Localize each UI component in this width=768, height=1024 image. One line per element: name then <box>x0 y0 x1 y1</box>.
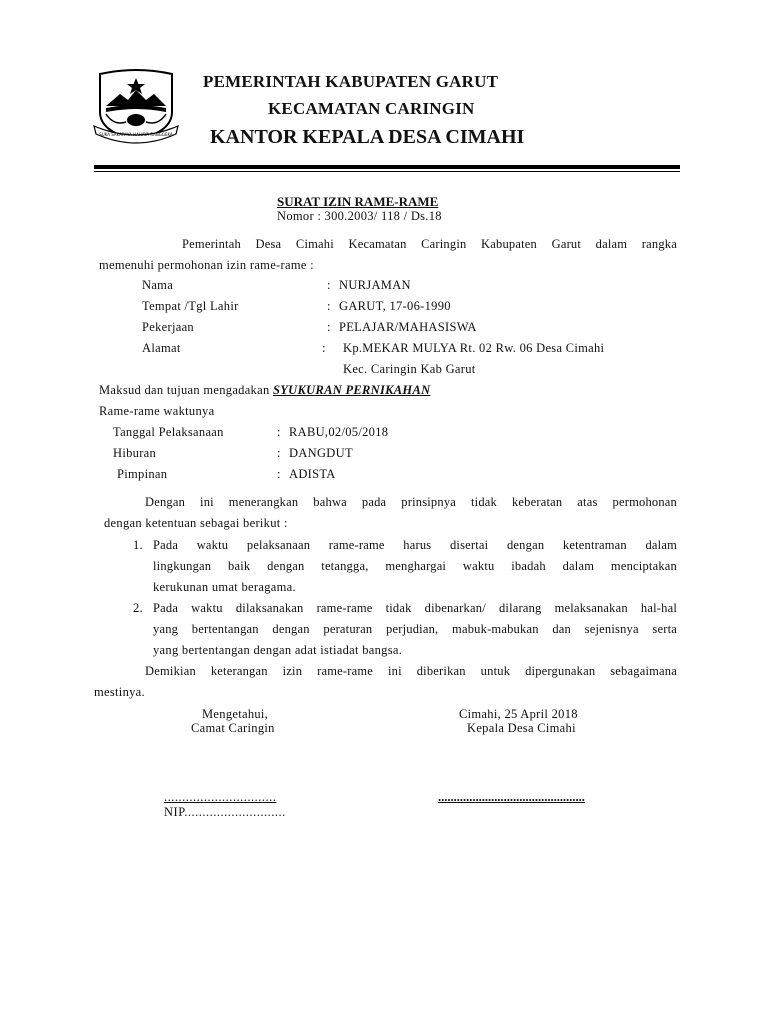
header-divider-thick <box>94 165 680 169</box>
intro-line-1: Pemerintah Desa Cimahi Kecamatan Caringin Kabupaten Garut dalam rangka <box>182 237 677 251</box>
left-sign-title: Camat Caringin <box>191 721 275 735</box>
condition-number: 1. <box>133 538 143 552</box>
value-hiburan: DANGDUT <box>289 446 353 460</box>
label-pekerjaan: Pekerjaan <box>142 320 194 334</box>
label-nama: Nama <box>142 278 174 292</box>
right-sign-title: Kepala Desa Cimahi <box>467 721 576 735</box>
value-nama: NURJAMAN <box>339 278 411 292</box>
condition-2-line-1: Pada waktu dilaksanakan rame-rame tidak dibenarkan/ dilarang melaksanakan hal-hal <box>153 601 677 615</box>
header-government: PEMERINTAH KABUPATEN GARUT <box>203 72 499 91</box>
logo-ribbon-text: SUKA SAKARAYA HAHAYA RANGGEKA <box>99 132 173 137</box>
condition-2-line-2: yang bertentangan dengan peraturan perjudian, mabuk-mabukan dan sejenisnya serta <box>153 622 677 636</box>
value-tempat-tgl-lahir: GARUT, 17-06-1990 <box>339 299 451 313</box>
condition-2-line-3: yang bertentangan dengan adat istiadat bangsa. <box>153 643 403 657</box>
statement-line-1: Dengan ini menerangkan bahwa pada prinsipnya tidak keberatan atas permohonan <box>145 495 677 509</box>
colon: : <box>277 467 281 481</box>
header-district: KECAMATAN CARINGIN <box>268 99 475 118</box>
purpose-label: Maksud dan tujuan mengadakan <box>99 383 270 397</box>
label-tempat-tgl-lahir: Tempat /Tgl Lahir <box>142 299 239 313</box>
value-tanggal-pelaksanaan: RABU,02/05/2018 <box>289 425 389 439</box>
letter-number: Nomor : 300.2003/ 118 / Ds.18 <box>277 209 442 223</box>
label-tanggal-pelaksanaan: Tanggal Pelaksanaan <box>113 425 224 439</box>
value-alamat: Kp.MEKAR MULYA Rt. 02 Rw. 06 Desa Cimahi <box>343 341 605 355</box>
closing-line-2: mestinya. <box>94 685 145 699</box>
value-pimpinan: ADISTA <box>289 467 336 481</box>
colon: : <box>327 299 331 313</box>
header-divider-thin <box>94 171 680 172</box>
right-signature-name-line: ............................................... <box>438 790 585 804</box>
condition-1-line-3: kerukunan umat beragama. <box>153 580 296 594</box>
value-alamat-line-2: Kec. Caringin Kab Garut <box>343 362 476 376</box>
colon: : <box>322 341 326 355</box>
label-alamat: Alamat <box>142 341 181 355</box>
intro-line-2: memenuhi permohonan izin rame-rame : <box>99 258 314 272</box>
label-hiburan: Hiburan <box>113 446 157 460</box>
colon: : <box>327 278 331 292</box>
colon: : <box>277 425 281 439</box>
condition-1-line-1: Pada waktu pelaksanaan rame-rame harus disertai dengan ketentraman dalam <box>153 538 677 552</box>
closing-line-1: Demikian keterangan izin rame-rame ini diberikan untuk dipergunakan sebagaimana <box>145 664 677 678</box>
statement-line-2: dengan ketentuan sebagai berikut : <box>104 516 288 530</box>
time-label: Rame-rame waktunya <box>99 404 215 418</box>
colon: : <box>277 446 281 460</box>
value-pekerjaan: PELAJAR/MAHASISWA <box>339 320 477 334</box>
condition-1-line-2: lingkungan baik dengan tetangga, menghargai waktu ibadah dalam menciptakan <box>153 559 677 573</box>
colon: : <box>327 320 331 334</box>
left-sign-heading: Mengetahui, <box>202 707 269 721</box>
label-pimpinan: Pimpinan <box>117 467 168 481</box>
village-emblem-logo <box>92 68 180 146</box>
right-sign-place-date: Cimahi, 25 April 2018 <box>459 707 578 721</box>
condition-number: 2. <box>133 601 143 615</box>
letter-title: SURAT IZIN RAME-RAME <box>277 194 439 209</box>
header-office: KANTOR KEPALA DESA CIMAHI <box>210 126 525 148</box>
purpose-line <box>99 383 430 398</box>
purpose-value: SYUKURAN PERNIKAHAN <box>272 383 431 397</box>
left-signature-name-line: ............................... <box>164 790 277 804</box>
nip-line: NIP............................ <box>164 805 286 819</box>
